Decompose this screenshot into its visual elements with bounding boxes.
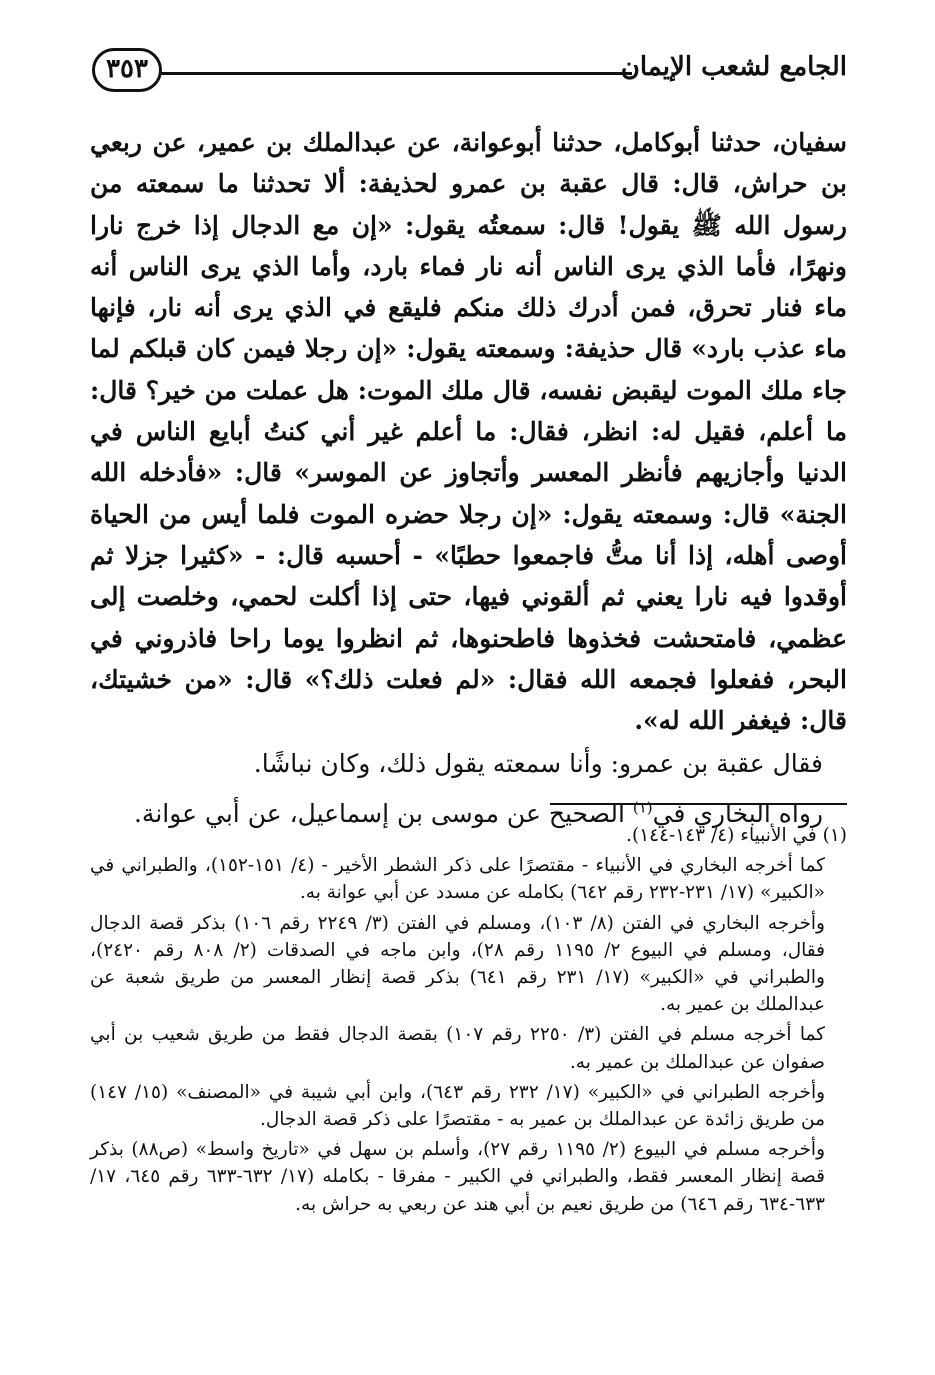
riwaya-after: الصحيح عن موسى بن إسماعيل، عن أبي عوانة. bbox=[133, 798, 633, 828]
book-title: الجامع لشعب الإيمان bbox=[620, 52, 847, 82]
footnote-5: وأخرجه الطبراني في «الكبير» (١٧/ ٢٣٢ رقم ٦٤٣)، وابن أبي شيبة في «المصنف» (١٥/ ١٤٧) من طريق زائدة عن عبدالملك بن عمير به - مقتصرًا على ذكر قصة الدجال. bbox=[90, 1081, 826, 1131]
page-number: ٣٥٣ bbox=[92, 48, 162, 92]
footnotes bbox=[90, 822, 847, 1221]
footnote-2: كما أخرجه البخاري في الأنبياء - مقتصرًا على ذكر الشطر الأخير - (٤/ ١٥١-١٥٢)، والطبراني في «الكبير» (١٧/ ٢٣١-٢٣٢ رقم ٦٤٢) بكامله عن مسدد عن أبي عوانة به. bbox=[90, 855, 825, 904]
header-rule bbox=[158, 72, 632, 75]
main-text bbox=[90, 122, 847, 834]
page-header bbox=[92, 44, 847, 106]
footnote-separator bbox=[550, 803, 847, 805]
footnote-6: وأخرجه مسلم في البيوع (٢/ ١١٩٥ رقم ٢٧)، وأسلم بن سهل في «تاريخ واسط» (ص٨٨) بذكر قصة إنظار المعسر فقط، والطبراني في الكبير - مفرقا - بكامله (١٧/ ٦٣٢-٦٣٣ رقم ٦٤٥، ١٧/ ٦٣٣-٦٣٤ رقم ٦٤٦) من طريق نعيم بن أبي هند عن ربعي به حراش به. bbox=[90, 1139, 826, 1215]
footnote-4: كما أخرجه مسلم في الفتن (٣/ ٢٢٥٠ رقم ١٠٧) بقصة الدجال فقط من طريق شعيب بن أبي صفوان عن عبدالملك بن عمير به. bbox=[90, 1024, 825, 1073]
footnote-ref: (١) bbox=[632, 798, 653, 817]
footnote-3: وأخرجه البخاري في الفتن (٨/ ١٠٣)، ومسلم في الفتن (٣/ ٢٢٤٩ رقم ١٠٦) بذكر قصة الدجال فقال، ومسلم في البيوع ٢/ ١١٩٥ رقم ٢٨)، وابن ماجه في الصدقات (٢/ ٨٠٨ رقم ٢٤٢٠)، والطبراني في «الكبير» (١٧/ ٢٣١ رقم ٦٤١) بذكر قصة إنظار المعسر من طريق شعبة عن عبدالملك بن عمير به. bbox=[90, 912, 825, 1016]
riwaya-before: رواه البخاري في bbox=[652, 798, 823, 828]
closing-line: فقال عقبة بن عمرو: وأنا سمعته يقول ذلك، وكان نباشًا. bbox=[253, 749, 823, 779]
footnote-1: (١) في الأنبياء (٤/ ١٤٣-١٤٤). bbox=[626, 825, 847, 846]
hadith-paragraph: سفيان، حدثنا أبوكامل، حدثنا أبوعوانة، عن عبدالملك بن عمير، عن ربعي بن حراش، قال: قال عقبة بن عمرو لحذيفة: ألا تحدثنا ما سمعته من رسول الله ﷺ يقول! قال: سمعتُه يقول: «إن مع الدجال إذا خرج نارا ونهرًا، فأما الذي يرى الناس أنه نار فماء بارد، وأما الذي يرى الناس أنه ماء فنار تحرق، فمن أدرك ذلك منكم فليقع في الذي يرى أنه نار، فإنها ماء عذب بارد» قال حذيفة: وسمعته يقول: «إن رجلا فيمن كان قبلكم لما جاء ملك الموت ليقبض نفسه، قال ملك الموت: هل عملت من خير؟ قال: ما أعلم، فقيل له: انظر، فقال: ما أعلم غير أني كنتُ أبايع الناس في الدنيا وأجازيهم فأنظر المعسر وأتجاوز عن الموسر» قال: «فأدخله الله الجنة» قال: وسمعته يقول: «إن رجلا حضره الموت فلما أيس من الحياة أوصى أهله، إذا أنا متُّ فاجمعوا حطبًا» - أحسبه قال: - «كثيرا جزلا ثم أوقدوا فيه نارا يعني ثم ألقوني فيها، حتى إذا أكلت لحمي، وخلصت إلى عظمي، فامتحشت فخذوها فاطحنوها، ثم انظروا يوما راحا فاذروني في البحر، ففعلوا فجمعه الله فقال: «لم فعلت ذلك؟» قال: «من خشيتك، قال: فيغفر الله له». bbox=[90, 128, 847, 736]
